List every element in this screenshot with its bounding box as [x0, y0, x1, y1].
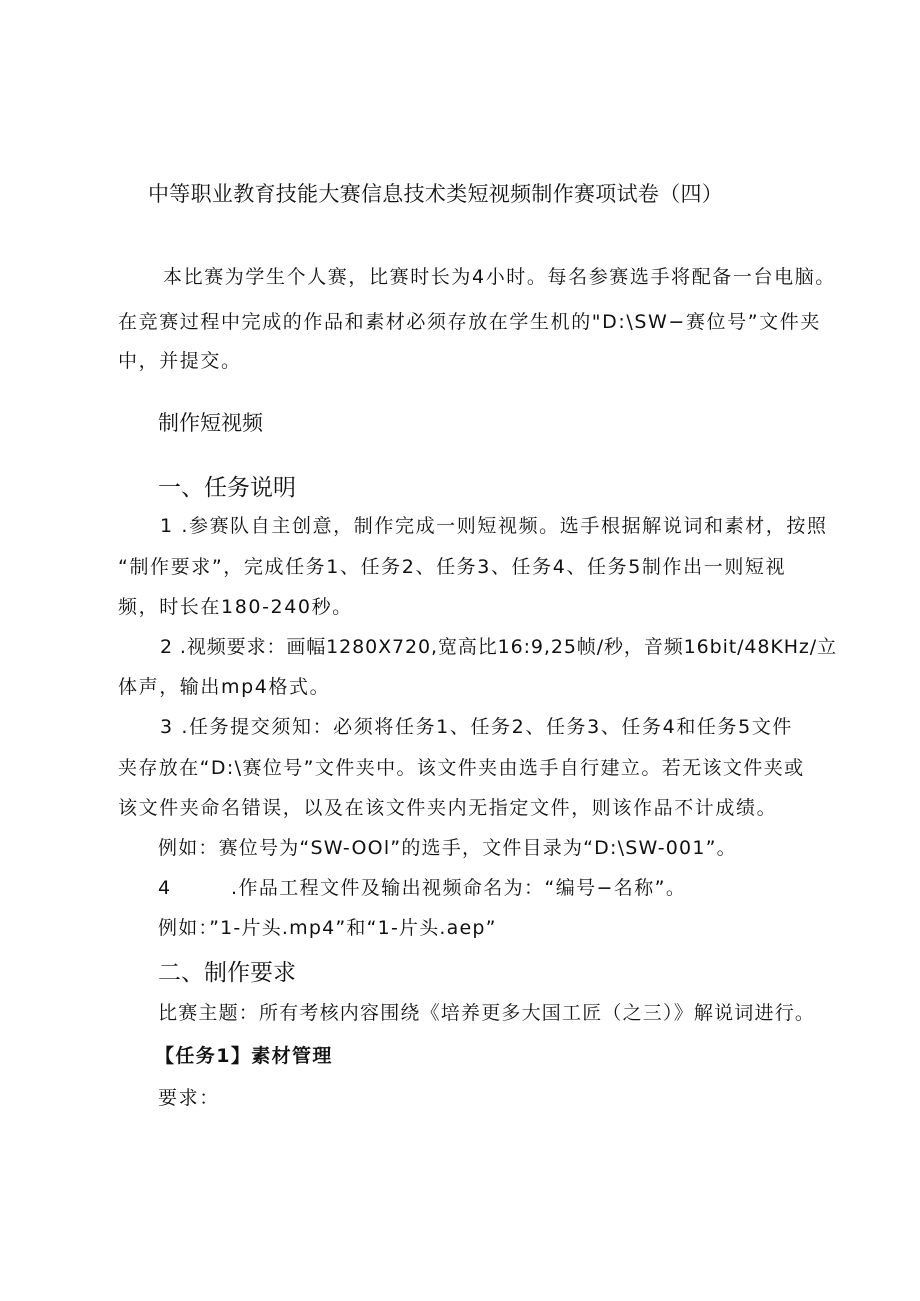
document-title: 中等职业教育技能大赛信息技术类短视频制作赛项试卷（四）: [148, 182, 724, 206]
task-1-heading: 【任务1】素材管理: [155, 1045, 333, 1067]
paragraph-line: 例如：”1-片头.mp4”和“1-片头.aep”: [158, 917, 497, 939]
paragraph-line: 4 .作品工程文件及输出视频命名为：“编号−名称”。: [158, 877, 687, 899]
requirement-label: 要求：: [158, 1087, 220, 1109]
paragraph-line: 夹存放在“D:\赛位号”文件夹中。该文件夹由选手自行建立。若无该文件夹或: [118, 757, 805, 779]
paragraph-line: 该文件夹命名错误，以及在该文件夹内无指定文件，则该作品不计成绩。: [118, 797, 778, 819]
paragraph-line: 3 .任务提交须知：必须将任务1、任务2、任务3、任务4和任务5文件: [160, 716, 794, 738]
section-heading-production-requirements: 二、制作要求: [158, 960, 296, 986]
section-heading-task-description: 一、任务说明: [158, 475, 296, 501]
paragraph-line: 频，时长在180-240秒。: [118, 596, 353, 618]
intro-line-2: 在竞赛过程中完成的作品和素材必须存放在学生机的"D:\SW−赛位号”文件夹: [118, 311, 821, 333]
paragraph-line: 体声，输出mp4格式。: [118, 676, 331, 698]
paragraph-line: “制作要求”，完成任务1、任务2、任务3、任务4、任务5制作出一则短视: [118, 556, 787, 578]
paragraph-line: 1 .参赛队自主创意，制作完成一则短视频。选手根据解说词和素材，按照: [160, 515, 828, 537]
paragraph-line: 例如：赛位号为“SW-OOl”的选手，文件目录为“D:\SW-001”。: [158, 837, 737, 859]
theme-line: 比赛主题：所有考核内容围绕《培养更多大国工匠（之三）》解说词进行。: [158, 1002, 816, 1024]
section-title-video: 制作短视频: [158, 411, 263, 435]
paragraph-line: 2 .视频要求：画幅1280X720,宽高比16:9,25帧/秒，音频16bit/48KHz/立: [160, 636, 837, 658]
intro-line-3: 中，并提交。: [118, 350, 242, 372]
intro-line-1: 本比赛为学生个人赛，比赛时长为4小时。每名参赛选手将配备一台电脑。: [163, 266, 836, 288]
